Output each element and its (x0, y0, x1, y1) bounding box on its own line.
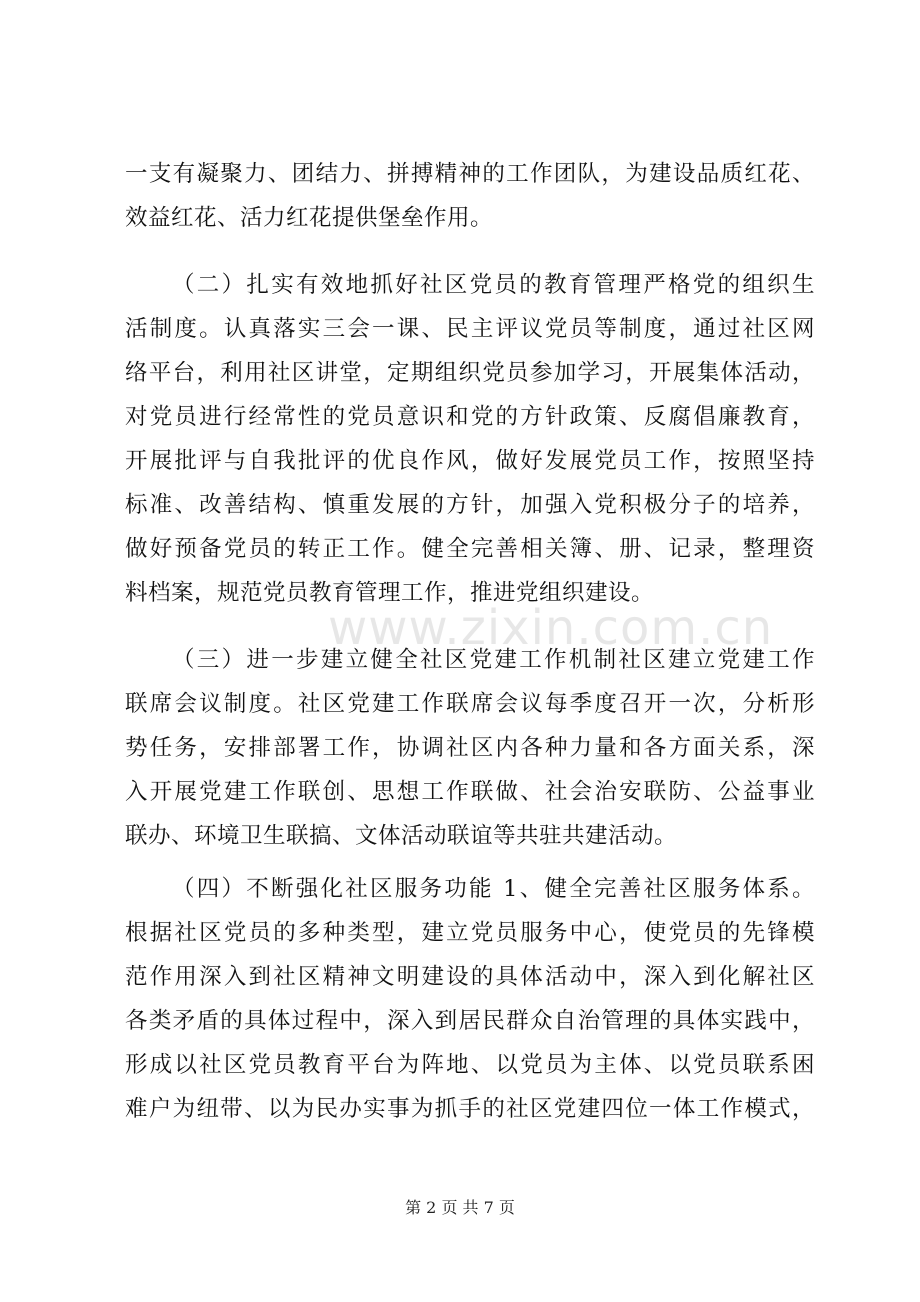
watermark: www.zixin.com.cn (328, 600, 774, 656)
text-line: 活制度。认真落实三会一课、民主评议党员等制度，通过社区网 (125, 316, 815, 342)
text-line: 难户为纽带、以为民办实事为抓手的社区党建四位一体工作模式， (125, 1096, 815, 1122)
text-line: 做好预备党员的转正工作。健全完善相关簿、册、记录，整理资 (125, 536, 815, 562)
text-line: 势任务，安排部署工作，协调社区内各种力量和各方面关系，深 (125, 735, 815, 761)
text-line: 范作用深入到社区精神文明建设的具体活动中，深入到化解社区 (125, 964, 815, 990)
page-number-footer: 第 2 页 共 7 页 (405, 1198, 515, 1217)
text-line: 标准、改善结构、慎重发展的方针，加强入党积极分子的培养， (125, 492, 815, 518)
text-line: 料档案，规范党员教育管理工作，推进党组织建设。 (125, 580, 655, 606)
text-line: 联席会议制度。社区党建工作联席会议每季度召开一次，分析形 (125, 691, 815, 717)
text-line: 一支有凝聚力、团结力、拼搏精神的工作团队，为建设品质红花、 (125, 161, 815, 187)
text-line: 对党员进行经常性的党员意识和党的方针政策、反腐倡廉教育， (125, 404, 815, 430)
paragraph-heading-line: （四）不断强化社区服务功能 1、健全完善社区服务体系。 (172, 876, 815, 902)
text-line: 入开展党建工作联创、思想工作联做、社会治安联防、公益事业 (125, 779, 815, 805)
text-line: 各类矛盾的具体过程中，深入到居民群众自治管理的具体实践中， (125, 1008, 815, 1034)
text-line: 开展批评与自我批评的优良作风，做好发展党员工作，按照坚持 (125, 448, 815, 474)
paragraph-heading-line: （二）扎实有效地抓好社区党员的教育管理严格党的组织生 (172, 272, 815, 298)
text-line: 络平台，利用社区讲堂，定期组织党员参加学习，开展集体活动， (125, 360, 815, 386)
text-line: 形成以社区党员教育平台为阵地、以党员为主体、以党员联系困 (125, 1052, 815, 1078)
text-line: 联办、环境卫生联搞、文体活动联谊等共驻共建活动。 (125, 823, 678, 849)
text-line: 效益红花、活力红花提供堡垒作用。 (125, 205, 494, 231)
text-line: 根据社区党员的多种类型，建立党员服务中心，使党员的先锋模 (125, 920, 815, 946)
paragraph-heading-line: （三）进一步建立健全社区党建工作机制社区建立党建工作 (172, 647, 815, 673)
